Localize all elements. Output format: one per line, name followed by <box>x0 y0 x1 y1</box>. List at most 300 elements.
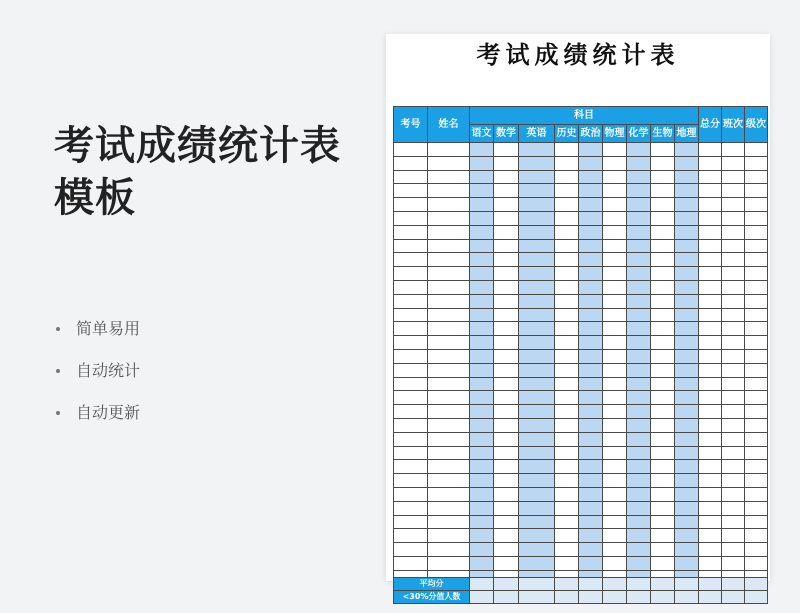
table-cell[interactable] <box>627 184 651 198</box>
table-cell[interactable] <box>651 184 675 198</box>
table-cell[interactable] <box>745 363 768 377</box>
table-cell[interactable] <box>555 280 579 294</box>
table-cell[interactable] <box>745 391 768 405</box>
table-cell[interactable] <box>579 308 603 322</box>
table-cell[interactable] <box>699 170 722 184</box>
table-cell[interactable] <box>722 143 745 157</box>
table-cell[interactable] <box>428 239 470 253</box>
table-cell[interactable] <box>722 363 745 377</box>
table-cell[interactable] <box>675 280 699 294</box>
table-cell[interactable] <box>579 543 603 557</box>
table-cell[interactable] <box>494 184 519 198</box>
table-cell[interactable] <box>745 515 768 529</box>
table-cell[interactable] <box>579 239 603 253</box>
table-cell[interactable] <box>699 336 722 350</box>
table-cell[interactable] <box>651 253 675 267</box>
table-cell[interactable] <box>722 556 745 570</box>
table-cell[interactable] <box>675 501 699 515</box>
table-cell[interactable] <box>494 418 519 432</box>
table-cell[interactable] <box>627 349 651 363</box>
table-cell[interactable] <box>675 225 699 239</box>
table-cell[interactable] <box>651 432 675 446</box>
table-cell[interactable] <box>651 225 675 239</box>
table-cell[interactable] <box>699 225 722 239</box>
table-cell[interactable] <box>428 487 470 501</box>
table-cell[interactable] <box>394 446 428 460</box>
table-cell[interactable] <box>555 556 579 570</box>
table-cell[interactable] <box>494 405 519 419</box>
table-cell[interactable] <box>394 349 428 363</box>
table-cell[interactable] <box>579 405 603 419</box>
table-cell[interactable] <box>428 280 470 294</box>
table-cell[interactable] <box>627 515 651 529</box>
table-cell[interactable] <box>519 253 555 267</box>
table-cell[interactable] <box>745 446 768 460</box>
table-cell[interactable] <box>722 460 745 474</box>
table-cell[interactable] <box>627 405 651 419</box>
table-cell[interactable] <box>519 460 555 474</box>
table-cell[interactable] <box>555 170 579 184</box>
table-cell[interactable] <box>651 239 675 253</box>
table-cell[interactable] <box>555 294 579 308</box>
table-cell[interactable] <box>722 543 745 557</box>
table-cell[interactable] <box>722 198 745 212</box>
table-cell[interactable] <box>555 184 579 198</box>
table-cell[interactable] <box>651 515 675 529</box>
table-cell[interactable] <box>470 405 494 419</box>
table-cell[interactable] <box>579 156 603 170</box>
table-cell[interactable] <box>627 543 651 557</box>
table-cell[interactable] <box>519 184 555 198</box>
summary-cell[interactable] <box>519 591 555 604</box>
table-cell[interactable] <box>555 501 579 515</box>
table-cell[interactable] <box>519 418 555 432</box>
table-cell[interactable] <box>675 515 699 529</box>
table-cell[interactable] <box>494 239 519 253</box>
table-cell[interactable] <box>603 515 627 529</box>
table-cell[interactable] <box>603 267 627 281</box>
table-cell[interactable] <box>470 432 494 446</box>
table-cell[interactable] <box>745 239 768 253</box>
table-cell[interactable] <box>675 184 699 198</box>
table-cell[interactable] <box>555 253 579 267</box>
table-cell[interactable] <box>722 322 745 336</box>
table-cell[interactable] <box>394 543 428 557</box>
table-cell[interactable] <box>428 432 470 446</box>
table-cell[interactable] <box>651 418 675 432</box>
table-cell[interactable] <box>394 294 428 308</box>
table-cell[interactable] <box>651 156 675 170</box>
table-cell[interactable] <box>470 460 494 474</box>
table-cell[interactable] <box>428 349 470 363</box>
summary-cell[interactable] <box>699 591 722 604</box>
table-cell[interactable] <box>699 487 722 501</box>
table-cell[interactable] <box>519 363 555 377</box>
table-cell[interactable] <box>519 211 555 225</box>
table-cell[interactable] <box>494 446 519 460</box>
table-cell[interactable] <box>627 363 651 377</box>
table-cell[interactable] <box>627 501 651 515</box>
table-cell[interactable] <box>470 515 494 529</box>
table-cell[interactable] <box>494 198 519 212</box>
table-cell[interactable] <box>579 211 603 225</box>
table-cell[interactable] <box>470 225 494 239</box>
table-cell[interactable] <box>651 529 675 543</box>
table-cell[interactable] <box>555 267 579 281</box>
table-cell[interactable] <box>675 543 699 557</box>
table-cell[interactable] <box>675 487 699 501</box>
table-cell[interactable] <box>722 294 745 308</box>
table-cell[interactable] <box>555 460 579 474</box>
table-cell[interactable] <box>745 336 768 350</box>
table-cell[interactable] <box>394 308 428 322</box>
table-cell[interactable] <box>722 418 745 432</box>
table-cell[interactable] <box>494 515 519 529</box>
table-cell[interactable] <box>470 198 494 212</box>
table-cell[interactable] <box>494 474 519 488</box>
table-cell[interactable] <box>579 349 603 363</box>
table-cell[interactable] <box>579 529 603 543</box>
table-cell[interactable] <box>428 267 470 281</box>
table-cell[interactable] <box>745 294 768 308</box>
table-cell[interactable] <box>651 460 675 474</box>
table-cell[interactable] <box>579 460 603 474</box>
table-cell[interactable] <box>722 432 745 446</box>
table-cell[interactable] <box>699 556 722 570</box>
table-cell[interactable] <box>651 211 675 225</box>
table-cell[interactable] <box>428 211 470 225</box>
summary-cell[interactable] <box>519 578 555 591</box>
table-cell[interactable] <box>579 556 603 570</box>
table-cell[interactable] <box>579 336 603 350</box>
table-cell[interactable] <box>519 377 555 391</box>
table-cell[interactable] <box>603 322 627 336</box>
table-cell[interactable] <box>394 225 428 239</box>
table-cell[interactable] <box>651 294 675 308</box>
table-cell[interactable] <box>470 322 494 336</box>
table-cell[interactable] <box>675 143 699 157</box>
table-cell[interactable] <box>428 322 470 336</box>
table-cell[interactable] <box>699 474 722 488</box>
table-cell[interactable] <box>494 322 519 336</box>
table-cell[interactable] <box>555 308 579 322</box>
table-cell[interactable] <box>555 363 579 377</box>
table-cell[interactable] <box>675 198 699 212</box>
table-cell[interactable] <box>603 487 627 501</box>
table-cell[interactable] <box>470 418 494 432</box>
table-cell[interactable] <box>675 418 699 432</box>
table-cell[interactable] <box>555 377 579 391</box>
table-cell[interactable] <box>470 184 494 198</box>
table-cell[interactable] <box>699 239 722 253</box>
table-cell[interactable] <box>519 143 555 157</box>
table-cell[interactable] <box>579 280 603 294</box>
table-cell[interactable] <box>394 253 428 267</box>
table-cell[interactable] <box>722 391 745 405</box>
table-cell[interactable] <box>470 294 494 308</box>
table-cell[interactable] <box>555 391 579 405</box>
table-cell[interactable] <box>494 377 519 391</box>
table-cell[interactable] <box>699 253 722 267</box>
table-cell[interactable] <box>627 280 651 294</box>
table-cell[interactable] <box>470 253 494 267</box>
table-cell[interactable] <box>428 294 470 308</box>
table-cell[interactable] <box>494 432 519 446</box>
table-cell[interactable] <box>494 267 519 281</box>
summary-cell[interactable] <box>699 578 722 591</box>
table-cell[interactable] <box>394 487 428 501</box>
table-cell[interactable] <box>722 308 745 322</box>
table-cell[interactable] <box>579 501 603 515</box>
table-cell[interactable] <box>603 418 627 432</box>
table-cell[interactable] <box>675 446 699 460</box>
summary-cell[interactable] <box>603 578 627 591</box>
table-cell[interactable] <box>579 253 603 267</box>
table-cell[interactable] <box>494 460 519 474</box>
table-cell[interactable] <box>494 349 519 363</box>
table-cell[interactable] <box>394 556 428 570</box>
table-cell[interactable] <box>494 156 519 170</box>
table-cell[interactable] <box>651 487 675 501</box>
table-cell[interactable] <box>699 198 722 212</box>
table-cell[interactable] <box>603 391 627 405</box>
table-cell[interactable] <box>603 460 627 474</box>
table-cell[interactable] <box>699 143 722 157</box>
summary-cell[interactable] <box>651 578 675 591</box>
table-cell[interactable] <box>519 156 555 170</box>
table-cell[interactable] <box>555 336 579 350</box>
summary-cell[interactable] <box>627 578 651 591</box>
table-cell[interactable] <box>470 487 494 501</box>
table-cell[interactable] <box>428 170 470 184</box>
table-cell[interactable] <box>579 225 603 239</box>
table-cell[interactable] <box>722 377 745 391</box>
table-cell[interactable] <box>519 543 555 557</box>
table-cell[interactable] <box>722 529 745 543</box>
table-cell[interactable] <box>428 143 470 157</box>
table-cell[interactable] <box>603 446 627 460</box>
table-cell[interactable] <box>470 501 494 515</box>
table-cell[interactable] <box>394 211 428 225</box>
table-cell[interactable] <box>745 474 768 488</box>
table-cell[interactable] <box>428 391 470 405</box>
table-cell[interactable] <box>745 418 768 432</box>
table-cell[interactable] <box>745 267 768 281</box>
summary-cell[interactable] <box>722 578 745 591</box>
table-cell[interactable] <box>675 460 699 474</box>
table-cell[interactable] <box>470 308 494 322</box>
table-cell[interactable] <box>494 336 519 350</box>
summary-cell[interactable] <box>603 591 627 604</box>
table-cell[interactable] <box>603 543 627 557</box>
table-cell[interactable] <box>394 501 428 515</box>
table-cell[interactable] <box>699 515 722 529</box>
table-cell[interactable] <box>675 211 699 225</box>
table-cell[interactable] <box>722 515 745 529</box>
table-cell[interactable] <box>699 156 722 170</box>
table-cell[interactable] <box>627 336 651 350</box>
table-cell[interactable] <box>699 460 722 474</box>
table-cell[interactable] <box>603 170 627 184</box>
table-cell[interactable] <box>627 432 651 446</box>
table-cell[interactable] <box>745 198 768 212</box>
summary-cell[interactable] <box>579 578 603 591</box>
table-cell[interactable] <box>745 377 768 391</box>
summary-cell[interactable] <box>555 578 579 591</box>
table-cell[interactable] <box>428 308 470 322</box>
table-cell[interactable] <box>394 377 428 391</box>
table-cell[interactable] <box>494 363 519 377</box>
table-cell[interactable] <box>494 225 519 239</box>
table-cell[interactable] <box>579 391 603 405</box>
table-cell[interactable] <box>428 529 470 543</box>
table-cell[interactable] <box>394 418 428 432</box>
table-cell[interactable] <box>603 405 627 419</box>
table-cell[interactable] <box>428 198 470 212</box>
summary-cell[interactable] <box>745 578 768 591</box>
table-cell[interactable] <box>394 280 428 294</box>
table-cell[interactable] <box>603 225 627 239</box>
table-cell[interactable] <box>555 211 579 225</box>
table-cell[interactable] <box>603 143 627 157</box>
table-cell[interactable] <box>699 280 722 294</box>
table-cell[interactable] <box>627 170 651 184</box>
table-cell[interactable] <box>494 253 519 267</box>
table-cell[interactable] <box>555 543 579 557</box>
table-cell[interactable] <box>627 487 651 501</box>
table-cell[interactable] <box>394 267 428 281</box>
summary-cell[interactable] <box>494 591 519 604</box>
table-cell[interactable] <box>675 432 699 446</box>
table-cell[interactable] <box>555 156 579 170</box>
table-cell[interactable] <box>579 432 603 446</box>
table-cell[interactable] <box>470 156 494 170</box>
table-cell[interactable] <box>394 460 428 474</box>
table-cell[interactable] <box>555 143 579 157</box>
table-cell[interactable] <box>470 267 494 281</box>
table-cell[interactable] <box>428 446 470 460</box>
table-cell[interactable] <box>745 460 768 474</box>
table-cell[interactable] <box>603 349 627 363</box>
table-cell[interactable] <box>519 349 555 363</box>
table-cell[interactable] <box>394 239 428 253</box>
table-cell[interactable] <box>699 391 722 405</box>
table-cell[interactable] <box>579 267 603 281</box>
table-cell[interactable] <box>627 198 651 212</box>
table-cell[interactable] <box>745 143 768 157</box>
table-cell[interactable] <box>494 170 519 184</box>
table-cell[interactable] <box>722 349 745 363</box>
table-cell[interactable] <box>699 363 722 377</box>
table-cell[interactable] <box>519 391 555 405</box>
table-cell[interactable] <box>470 143 494 157</box>
table-cell[interactable] <box>627 143 651 157</box>
table-cell[interactable] <box>651 308 675 322</box>
table-cell[interactable] <box>627 474 651 488</box>
table-cell[interactable] <box>555 198 579 212</box>
table-cell[interactable] <box>394 322 428 336</box>
table-cell[interactable] <box>470 336 494 350</box>
summary-cell[interactable] <box>675 578 699 591</box>
table-cell[interactable] <box>675 474 699 488</box>
table-cell[interactable] <box>745 280 768 294</box>
table-cell[interactable] <box>699 267 722 281</box>
table-cell[interactable] <box>519 487 555 501</box>
table-cell[interactable] <box>627 322 651 336</box>
table-cell[interactable] <box>394 474 428 488</box>
table-cell[interactable] <box>603 280 627 294</box>
table-cell[interactable] <box>555 432 579 446</box>
table-cell[interactable] <box>627 529 651 543</box>
table-cell[interactable] <box>603 474 627 488</box>
table-cell[interactable] <box>722 170 745 184</box>
table-cell[interactable] <box>675 308 699 322</box>
table-cell[interactable] <box>428 225 470 239</box>
table-cell[interactable] <box>699 446 722 460</box>
table-cell[interactable] <box>651 349 675 363</box>
table-cell[interactable] <box>394 363 428 377</box>
table-cell[interactable] <box>494 143 519 157</box>
table-cell[interactable] <box>519 308 555 322</box>
table-cell[interactable] <box>579 170 603 184</box>
table-cell[interactable] <box>651 336 675 350</box>
table-cell[interactable] <box>745 543 768 557</box>
table-cell[interactable] <box>699 501 722 515</box>
table-cell[interactable] <box>428 405 470 419</box>
summary-cell[interactable] <box>651 591 675 604</box>
table-cell[interactable] <box>722 156 745 170</box>
table-cell[interactable] <box>394 170 428 184</box>
table-cell[interactable] <box>579 446 603 460</box>
table-cell[interactable] <box>675 391 699 405</box>
table-cell[interactable] <box>394 432 428 446</box>
table-cell[interactable] <box>579 377 603 391</box>
table-cell[interactable] <box>722 267 745 281</box>
summary-cell[interactable] <box>675 591 699 604</box>
table-cell[interactable] <box>745 432 768 446</box>
table-cell[interactable] <box>428 501 470 515</box>
table-cell[interactable] <box>555 405 579 419</box>
table-cell[interactable] <box>428 460 470 474</box>
table-cell[interactable] <box>675 363 699 377</box>
table-cell[interactable] <box>675 556 699 570</box>
table-cell[interactable] <box>470 474 494 488</box>
table-cell[interactable] <box>579 143 603 157</box>
table-cell[interactable] <box>555 446 579 460</box>
table-cell[interactable] <box>494 501 519 515</box>
table-cell[interactable] <box>699 377 722 391</box>
table-cell[interactable] <box>555 529 579 543</box>
table-cell[interactable] <box>745 487 768 501</box>
table-cell[interactable] <box>428 363 470 377</box>
table-cell[interactable] <box>627 556 651 570</box>
table-cell[interactable] <box>745 170 768 184</box>
table-cell[interactable] <box>519 515 555 529</box>
table-cell[interactable] <box>494 294 519 308</box>
table-cell[interactable] <box>579 474 603 488</box>
table-cell[interactable] <box>428 184 470 198</box>
table-cell[interactable] <box>470 211 494 225</box>
table-cell[interactable] <box>428 543 470 557</box>
table-cell[interactable] <box>722 405 745 419</box>
table-cell[interactable] <box>394 391 428 405</box>
table-cell[interactable] <box>603 363 627 377</box>
table-cell[interactable] <box>470 239 494 253</box>
table-cell[interactable] <box>675 405 699 419</box>
table-cell[interactable] <box>579 363 603 377</box>
table-cell[interactable] <box>428 515 470 529</box>
table-cell[interactable] <box>722 225 745 239</box>
